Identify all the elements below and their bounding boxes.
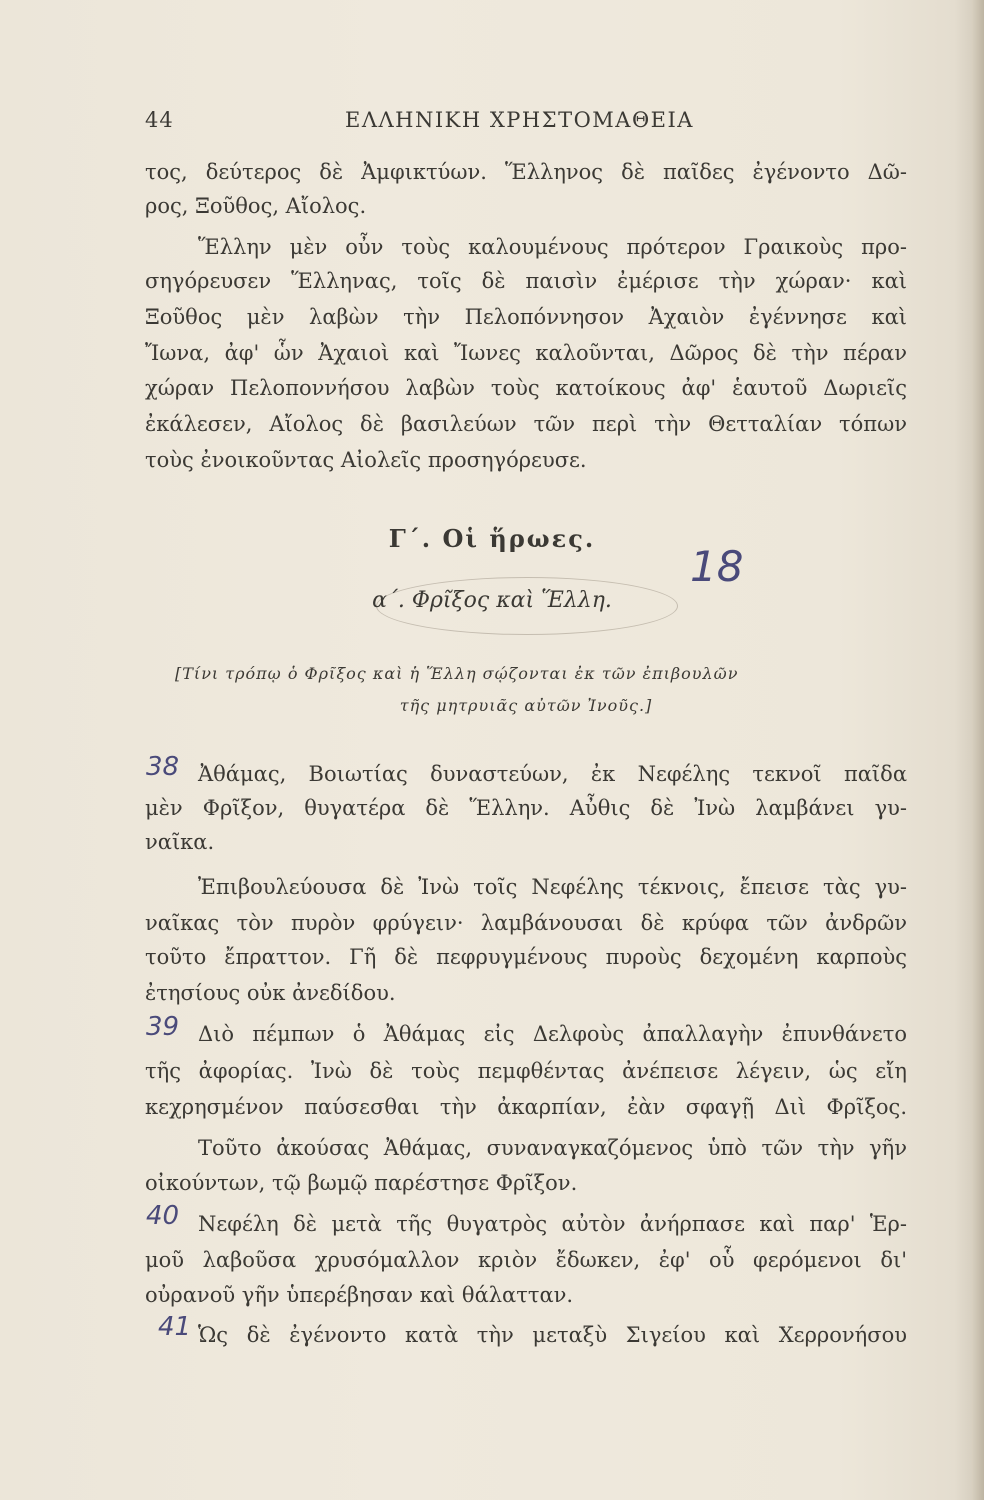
text-line: Νεφέλη δὲ μετὰ τῆς θυγατρὸς αὐτὸν ἀνήρπασε καὶ παρ' Ἑρ- (198, 1212, 907, 1236)
text-line: Ὡς δὲ ἐγένοντο κατὰ τὴν μεταξὺ Σιγείου καὶ Χερρονήσου (198, 1323, 907, 1347)
text-line: κεχρησμένον παύσεσθαι τὴν ἀκαρπίαν, ἐὰν σφαγῇ Διὶ Φρῖξος. (145, 1095, 907, 1119)
text-line: χώραν Πελοποννήσου λαβὼν τοὺς κατοίκους ἀφ' ἑαυτοῦ Δωριεῖς (145, 376, 907, 400)
text-line: Ἐπιβουλεύουσα δὲ Ἰνὼ τοῖς Νεφέλης τέκνοις, ἔπεισε τὰς γυ- (198, 875, 907, 899)
page-number: 44 (145, 108, 174, 132)
text-line: οὐρανοῦ γῆν ὑπερέβησαν καὶ θάλατταν. (145, 1283, 574, 1307)
text-line: τοὺς ἐνοικοῦντας Αἰολεῖς προσηγόρευσε. (145, 448, 587, 472)
text-line: Τοῦτο ἀκούσας Ἀθάμας, συναναγκαζόμενος ὑπὸ τῶν τὴν γῆν (198, 1136, 907, 1160)
text-line: μὲν Φρῖξον, θυγατέρα δὲ Ἕλλην. Αὖθις δὲ Ἰνὼ λαμβάνει γυ- (145, 796, 907, 820)
margin-note-40: 40 (146, 1201, 180, 1231)
text-line: τος, δεύτερος δὲ Ἀμφικτύων. Ἕλληνος δὲ παῖδες ἐγένοντο Δῶ- (145, 160, 907, 184)
text-line: ναῖκας τὸν πυρὸν φρύγειν· λαμβάνουσαι δὲ κρύφα τῶν ἀνδρῶν (145, 911, 907, 935)
text-line: Ἀθάμας, Βοιωτίας δυναστεύων, ἐκ Νεφέλης τεκνοῖ παῖδα (198, 762, 907, 786)
text-line: Ξοῦθος μὲν λαβὼν τὴν Πελοπόννησον Ἀχαιὸν ἐγέννησε καὶ (145, 305, 907, 329)
margin-note-39: 39 (146, 1012, 180, 1042)
text-line: μοῦ λαβοῦσα χρυσόμαλλον κριὸν ἔδωκεν, ἐφ' οὗ φερόμενοι δι' (145, 1248, 907, 1272)
subsection-heading: α΄. Φρῖξος καὶ Ἕλλη. (372, 588, 612, 613)
text-line: ναῖκα. (145, 830, 215, 854)
running-header (145, 108, 905, 138)
text-line: ρος, Ξοῦθος, Αἴολος. (145, 194, 367, 218)
running-title: ΕΛΛΗΝΙΚΗ ΧΡΗΣΤΟΜΑΘΕΙΑ (345, 108, 694, 132)
page-edge (972, 0, 984, 1500)
margin-note-38: 38 (146, 752, 180, 782)
text-line: οἰκούντων, τῷ βωμῷ παρέστησε Φρῖξον. (145, 1171, 578, 1195)
section-heading: Γ΄. Οἱ ἥρωες. (388, 524, 596, 553)
summary-line: [Τίνι τρόπῳ ὁ Φρῖξος καὶ ἡ Ἕλλη σῴζονται ἐκ τῶν ἐπιβουλῶν (175, 664, 739, 683)
text-line: Ἴωνα, ἀφ' ὧν Ἀχαιοὶ καὶ Ἴωνες καλοῦνται, Δῶρος δὲ τὴν πέραν (145, 341, 907, 365)
summary-line: τῆς μητρυιᾶς αὐτῶν Ἰνοῦς.] (399, 696, 653, 715)
text-line: ἐκάλεσεν, Αἴολος δὲ βασιλεύων τῶν περὶ τὴν Θετταλίαν τόπων (145, 412, 907, 436)
margin-note-18: 18 (690, 542, 744, 591)
text-line: τῆς ἀφορίας. Ἰνὼ δὲ τοὺς πεμφθέντας ἀνέπεισε λέγειν, ὡς εἴη (145, 1059, 907, 1083)
text-line: Ἕλλην μὲν οὖν τοὺς καλουμένους πρότερον Γραικοὺς προ- (198, 235, 907, 259)
margin-note-41: 41 (158, 1312, 192, 1342)
text-line: ἐτησίους οὐκ ἀνεδίδου. (145, 981, 396, 1005)
text-line: σηγόρευσεν Ἕλληνας, τοῖς δὲ παισὶν ἐμέρισε τὴν χώραν· καὶ (145, 269, 907, 293)
text-line: Διὸ πέμπων ὁ Ἀθάμας εἰς Δελφοὺς ἀπαλλαγὴν ἐπυνθάνετο (198, 1022, 907, 1046)
text-line: τοῦτο ἔπραττον. Γῆ δὲ πεφρυγμένους πυροὺς δεχομένη καρποὺς (145, 945, 907, 969)
